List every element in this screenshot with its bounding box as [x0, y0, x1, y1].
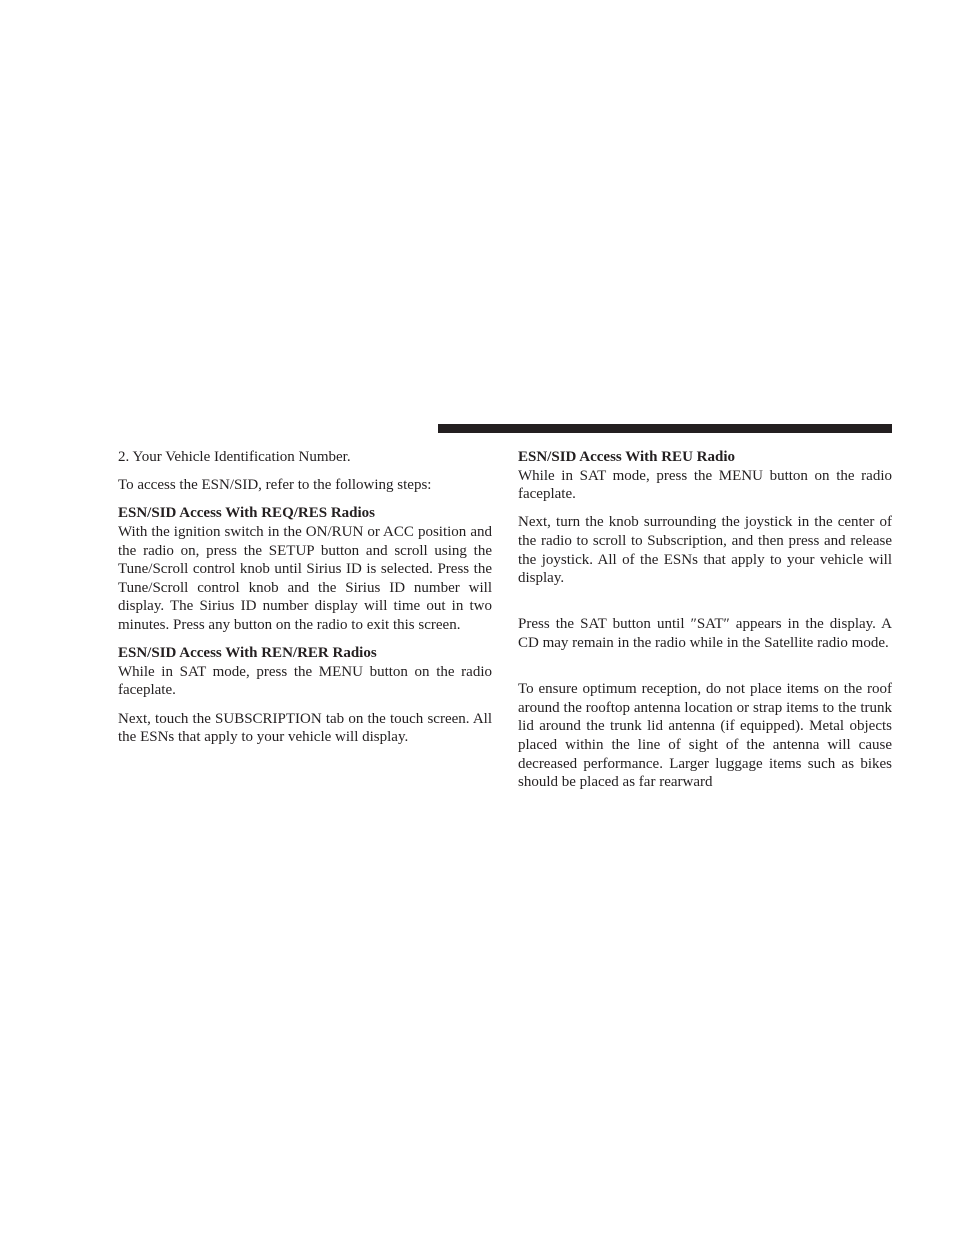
heading-ren-rer: ESN/SID Access With REN/RER Radios — [118, 645, 377, 662]
intro-text: To access the ESN/SID, refer to the following steps: — [118, 477, 432, 494]
paragraph-reu-2: Next, turn the knob surrounding the joystick in the center of the radio to scroll to Subscription, and then press and release the joystick. All of the ESNs that apply to your vehicle will display. — [518, 514, 892, 587]
paragraph-sat-button: Press the SAT button until ″SAT″ appears in the display. A CD may remain in the radio while in the Satellite radio mode. — [518, 616, 892, 651]
heading-req-res: ESN/SID Access With REQ/RES Radios — [118, 505, 376, 522]
right-column — [518, 448, 892, 801]
paragraph-ren-rer-2: Next, touch the SUBSCRIPTION tab on the touch screen. All the ESNs that apply to your vehicle will display. — [118, 710, 492, 746]
section-divider-bar — [438, 424, 892, 433]
paragraph-req-res: With the ignition switch in the ON/RUN or ACC position and the radio on, press the SETUP button and scroll using the Tune/Scroll control knob until Sirius ID is selected. Press the Tune/Scroll control knob and the Sirius ID number will display. The Sirius ID number display will time out in two minutes. Press any button on the radio to exit this screen. — [118, 523, 492, 633]
spacer — [518, 662, 892, 680]
left-column — [118, 448, 492, 756]
spacer — [518, 597, 892, 615]
list-item-vin: 2. Your Vehicle Identification Number. — [118, 449, 351, 465]
paragraph-reception: To ensure optimum reception, do not place items on the roof around the rooftop antenna location or strap items to the trunk lid around the trunk lid antenna (if equipped). Metal objects placed within the line of sight of the antenna will cause decreased performance. Larger luggage items such as bikes should be placed as far rearward — [518, 681, 892, 791]
paragraph-ren-rer-1: While in SAT mode, press the MENU button on the radio faceplate. — [118, 663, 492, 699]
heading-reu: ESN/SID Access With REU Radio — [518, 449, 735, 465]
paragraph-reu-1: While in SAT mode, press the MENU button on the radio faceplate. — [518, 467, 892, 503]
